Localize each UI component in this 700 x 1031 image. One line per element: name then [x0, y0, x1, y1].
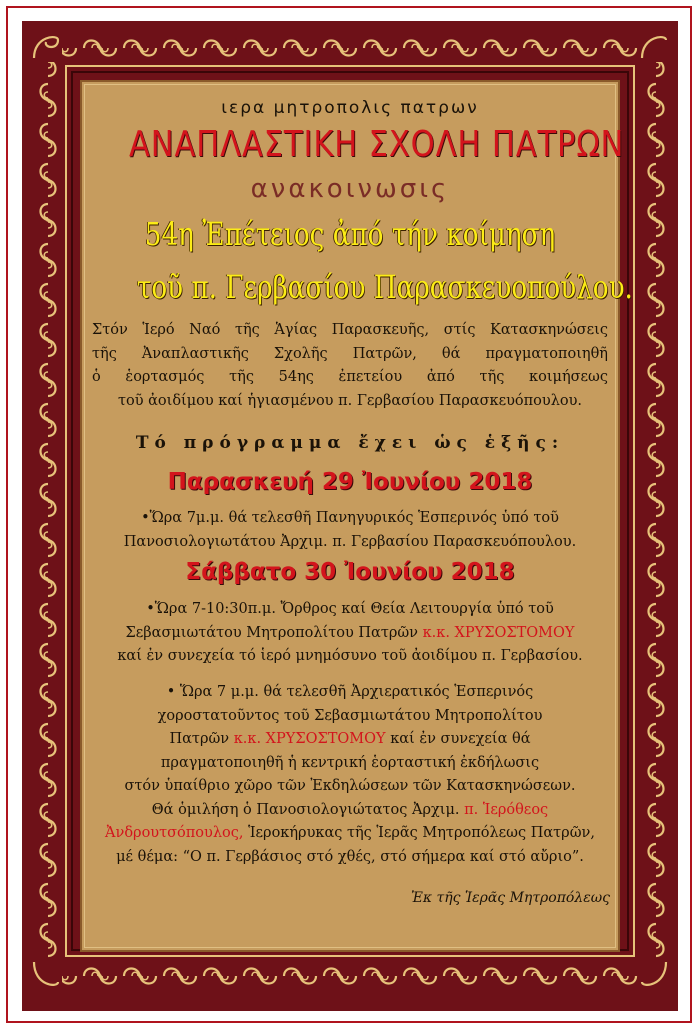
intro-paragraph	[92, 319, 608, 413]
metropolis-heading: ιερα μητροπολις πατρων	[221, 98, 479, 118]
day2-item2-line: στόν ὑπαίθριο χῶρο τῶν Ἐκδηλώσεων τῶν Κατασκηνώσεων.	[124, 778, 576, 794]
day2-item2-paragraph	[92, 681, 608, 869]
day2-item1-line	[92, 622, 608, 646]
speaker-name: π. Ἱερόθεος	[464, 801, 549, 818]
day2-item2-line	[92, 728, 608, 752]
text-segment: Ἱεροκήρυκας τῆς Ἱερᾶς Μητροπόλεως Πατρῶν,	[243, 825, 595, 841]
signature: Ἐκ τῆς Ἱερᾶς Μητροπόλεως	[410, 890, 610, 906]
anniversary-title-line2: τοῦ π. Γερβασίου Παρασκευοπούλου.	[136, 268, 633, 306]
day2-date: Σάββατο 30 Ἰουνίου 2018	[185, 559, 515, 585]
announcement-content	[90, 88, 633, 944]
day2-item2-line: • Ὥρα 7 μ.μ. θά τελεσθῆ Ἀρχιερατικός Ἑσπερινός	[166, 684, 534, 700]
school-title: ΑΝΑΠΛΑΣΤΙΚΗ ΣΧΟΛΗ ΠΑΤΡΩΝ	[129, 124, 625, 165]
intro-line: τῆς Ἀναπλαστικῆς Σχολῆς Πατρῶν, θά πραγματοποιηθῆ	[92, 345, 608, 362]
day2-item2-line	[92, 822, 608, 846]
text-segment: Πατρῶν	[169, 731, 234, 747]
metropolitan-name: κ.κ. ΧΡΥΣΟΣΤΟΜΟΥ	[233, 731, 386, 747]
text-segment: καί ἐν συνεχεία θά	[385, 731, 531, 747]
day1-paragraph	[92, 507, 608, 554]
day2-item2-line: χοροστατοῦντος τοῦ Σεβασμιωτάτου Μητροπολίτου	[157, 707, 543, 724]
day2-item1-line: •Ὥρα 7-10:30π.μ. Ὄρθρος καί Θεία Λειτουργία ὑπό τοῦ	[146, 601, 554, 617]
speaker-surname: Ἀνδρουτσόπουλος,	[105, 825, 244, 841]
intro-line: ὁ ἑορτασμός τῆς 54ης ἐπετείου ἀπό τῆς κοιμήσεως	[92, 369, 608, 385]
text-segment: Θά ὁμιλήση ὁ Πανοσιολογιώτατος Ἀρχιμ.	[151, 801, 465, 818]
text-segment: Σεβασμιωτάτου Μητροπολίτου Πατρῶν	[125, 624, 423, 641]
intro-line: Στόν Ἱερό Ναό τῆς Ἁγίας Παρασκευῆς, στίς Κατασκηνώσεις	[92, 322, 608, 338]
intro-line: τοῦ ἀοιδίμου καί ἡγιασμένου π. Γερβασίου Παρασκευόπουλου.	[117, 392, 583, 409]
program-heading: Τό πρόγραμμα ἔχει ὡς ἑξῆς:	[135, 433, 565, 453]
day2-item2-line: μέ θέμα: “Ο π. Γερβάσιος στό χθές, στό σήμερα καί στό αὔριο”.	[116, 848, 584, 865]
announcement-label: ανακοινωσις	[250, 174, 450, 204]
metropolitan-name: κ.κ. ΧΡΥΣΟΣΤΟΜΟΥ	[422, 624, 575, 641]
day1-line: •Ὥρα 7μ.μ. θά τελεσθῆ Πανηγυρικός Ἑσπερινός ὑπό τοῦ	[141, 510, 559, 526]
day2-item2-line: πραγματοποιηθῆ ἡ κεντρική ἑορταστική ἐκδήλωσις	[160, 754, 540, 771]
day2-item1-line: καί ἐν συνεχεία τό ἱερό μνημόσυνο τοῦ ἀοιδίμου π. Γερβασίου.	[117, 648, 583, 664]
day1-line: Πανοσιολογιωτάτου Ἀρχιμ. π. Γερβασίου Παρασκευόπουλου.	[123, 533, 577, 550]
day2-item2-line	[92, 799, 608, 823]
day2-item1-paragraph	[92, 598, 608, 669]
day1-date: Παρασκευή 29 Ἰουνίου 2018	[167, 469, 533, 495]
anniversary-title-line1: 54η Ἐπέτειος ἀπό τήν κοίμηση	[144, 215, 556, 253]
